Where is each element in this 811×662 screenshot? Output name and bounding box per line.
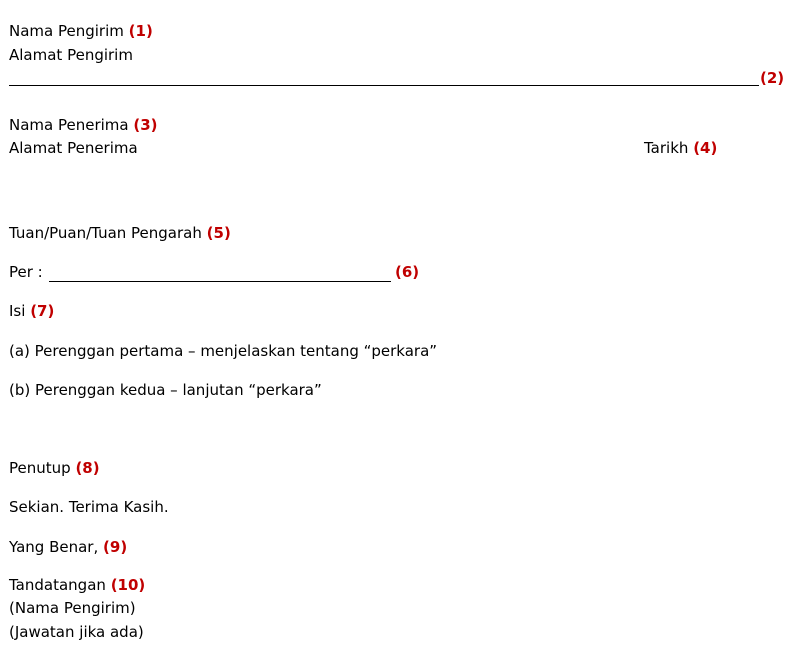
closing-number: (8) <box>75 459 100 477</box>
paragraph-b: (b) Perenggan kedua – lanjutan “perkara” <box>9 381 322 399</box>
closing-line <box>9 458 100 478</box>
body-number: (7) <box>30 302 55 320</box>
signature-name: (Nama Pengirim) <box>9 599 136 617</box>
salutation-number: (5) <box>206 224 231 242</box>
sender-name-number: (1) <box>128 22 153 40</box>
closing-text: Sekian. Terima Kasih. <box>9 498 169 516</box>
sender-name-label: Nama Pengirim <box>9 22 124 40</box>
sender-name-line <box>9 21 153 41</box>
subject-label: Per : <box>9 263 43 281</box>
sender-address-label: Alamat Pengirim <box>9 46 133 64</box>
date-line <box>644 138 717 158</box>
body-label: Isi <box>9 302 26 320</box>
body-line <box>9 301 54 321</box>
date-number: (4) <box>693 139 718 157</box>
date-label: Tarikh <box>644 139 689 157</box>
subject-number: (6) <box>395 263 420 281</box>
signature-position: (Jawatan jika ada) <box>9 623 144 641</box>
salutation-line <box>9 223 231 243</box>
recipient-name-number: (3) <box>133 116 158 134</box>
signoff-line <box>9 537 127 557</box>
closing-label: Penutup <box>9 459 71 477</box>
signoff-number: (9) <box>103 538 128 556</box>
recipient-address-label: Alamat Penerima <box>9 139 138 157</box>
signoff-text: Yang Benar, <box>9 538 99 556</box>
salutation-text: Tuan/Puan/Tuan Pengarah <box>9 224 202 242</box>
recipient-name-label: Nama Penerima <box>9 116 129 134</box>
paragraph-a: (a) Perenggan pertama – menjelaskan tentang “perkara” <box>9 342 438 360</box>
sender-rule-number: (2) <box>760 69 785 87</box>
recipient-name-line <box>9 115 158 135</box>
signature-line <box>9 575 145 595</box>
signature-number: (10) <box>110 576 146 594</box>
subject-rule <box>49 264 391 282</box>
sender-address-rule <box>9 68 759 86</box>
signature-label: Tandatangan <box>9 576 106 594</box>
